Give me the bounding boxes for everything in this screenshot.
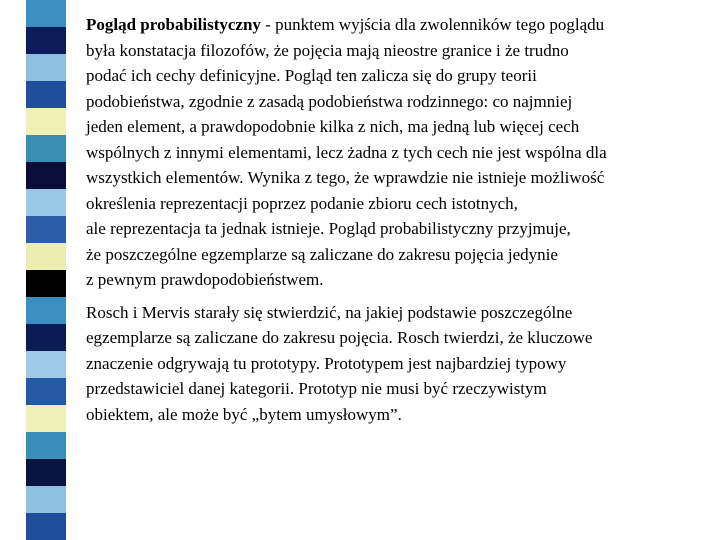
text-line: Rosch i Mervis starały się stwierdzić, na jakiej podstawie poszczególne <box>86 302 573 322</box>
slide-content <box>86 12 712 427</box>
strip-segment <box>26 513 66 540</box>
text-line: że poszczególne egzemplarze są zaliczane do zakresu pojęcia jedynie <box>86 244 558 264</box>
strip-segment <box>26 108 66 136</box>
strip-segment <box>26 297 66 325</box>
strip-segment <box>26 324 66 352</box>
text-line: podobieństwa, zgodnie z zasadą podobieństwa rodzinnego: co najmniej <box>86 91 573 111</box>
strip-segment <box>26 405 66 433</box>
text-line: obiektem, ale może być „bytem umysłowym”. <box>86 404 402 424</box>
text-line: ale reprezentacja ta jednak istnieje. Pogląd probabilistyczny przyjmuje, <box>86 219 571 238</box>
strip-segment <box>26 243 66 271</box>
text-line: znaczenie odgrywają tu prototypy. Prototypem jest najbardziej typowy <box>86 353 567 373</box>
strip-segment <box>26 81 66 109</box>
paragraph-probabilistic-view <box>86 12 712 293</box>
strip-segment <box>26 351 66 379</box>
text-line: wspólnych z innymi elementami, lecz żadna z tych cech nie jest wspólna dla <box>86 142 607 162</box>
text-line: podać ich cechy definicyjne. Pogląd ten zalicza się do grupy teorii <box>86 66 537 85</box>
strip-segment <box>26 135 66 163</box>
term-probabilistic-view: Pogląd probabilistyczny <box>86 15 261 34</box>
text-line <box>86 12 712 38</box>
strip-segment <box>26 162 66 190</box>
strip-segment <box>26 0 66 28</box>
strip-segment <box>26 270 66 298</box>
strip-segment <box>26 432 66 460</box>
text-line: z pewnym prawdopodobieństwem. <box>86 270 324 289</box>
strip-segment <box>26 378 66 406</box>
strip-segment <box>26 189 66 217</box>
strip-segment <box>26 27 66 55</box>
strip-segment <box>26 216 66 244</box>
text-line: była konstatacja filozofów, że pojęcia mają nieostre granice i że trudno <box>86 40 569 60</box>
strip-segment <box>26 54 66 82</box>
text-line: wszystkich elementów. Wynika z tego, że wprawdzie nie istnieje możliwość <box>86 168 605 187</box>
strip-segment <box>26 486 66 514</box>
paragraph-rosch-mervis <box>86 300 712 428</box>
text-line: określenia reprezentacji poprzez podanie zbioru cech istotnych, <box>86 193 518 213</box>
text-line: egzemplarze są zaliczane do zakresu pojęcia. Rosch twierdzi, że kluczowe <box>86 328 593 347</box>
decorative-color-strip <box>26 0 66 540</box>
text-line: przedstawiciel danej kategorii. Prototyp nie musi być rzeczywistym <box>86 379 547 398</box>
strip-segment <box>26 459 66 487</box>
text-fragment: - punktem wyjścia dla zwolenników tego poglądu <box>260 15 605 34</box>
text-line: jeden element, a prawdopodobnie kilka z nich, ma jedną lub więcej cech <box>86 117 580 136</box>
